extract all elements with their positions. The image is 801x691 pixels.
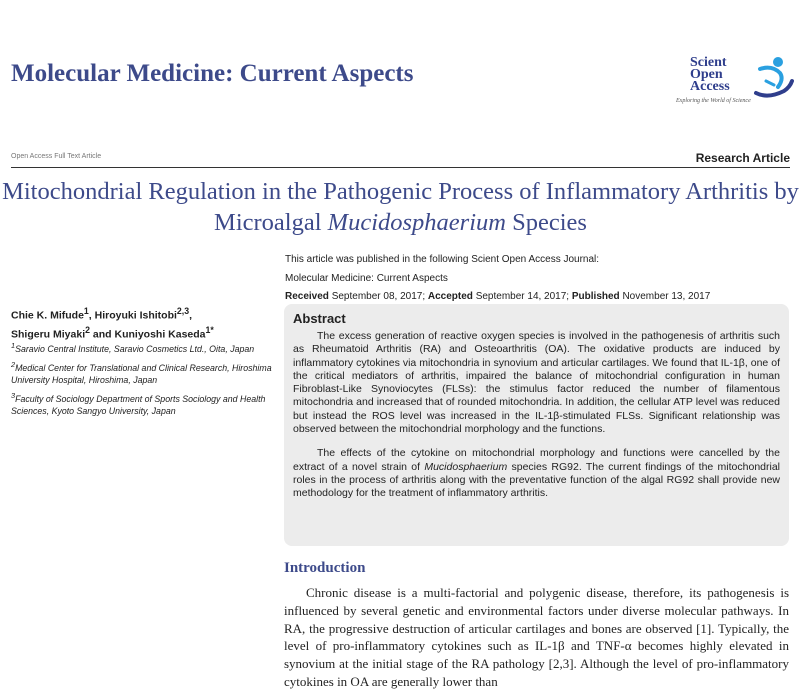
- article-title: Mitochondrial Regulation in the Pathogenic Process of Inflammatory Arthritis by Microalgal Mucidosphaerium Species: [2, 178, 799, 236]
- runner-figure-icon: [752, 55, 794, 99]
- affiliation: $^1$Saravio Central Institute, Saravio Cosmetics Ltd., Oita, Japan: [11, 341, 255, 354]
- header-divider: [11, 167, 790, 168]
- abstract-heading: Abstract: [293, 311, 346, 326]
- logo-tagline: Exploring the World of Science: [676, 98, 751, 104]
- author-list: Chie K. Mifude$^1$, Hiroyuki Ishitobi$^{2,3}$, Shigeru Miyaki$^2$ and Kuniyoshi Kaseda$^{1*}$: [11, 306, 214, 340]
- affiliation: $^3$Faculty of Sociology Department of Sports Sociology and Health Sciences, Kyoto Sangyo University, Japan: [11, 391, 266, 416]
- abstract-paragraph: The excess generation of reactive oxygen species is involved in the pathogenesis of arthritis such as Rheumatoid Arthritis (RA) and Osteoarthritis (OA). The oxidative products are induced by inflammatory cytokines via mitochondria in synovium and articular cartilages. We found that IL-1β, one of the critical mediators of arthritis, impaired the balance of mitochondrial configuration in human Fibroblast-Like Synoviocytes (FLSs): the stimulus factor reduced the number of filamentous mitochondria and increased that of rounded mitochondria. In addition, the cellular ATP level was reduced but instead the ROS level was increased in the IL-1β-stimulated FLSs. Significant relationship was observed between the mitochondrial morphology and the functions.: [293, 330, 780, 436]
- pub-info-journal[interactable]: Molecular Medicine: Current Aspects: [285, 272, 448, 284]
- introduction-heading: Introduction: [284, 560, 366, 576]
- affiliation: $^2$Medical Center for Translational and Clinical Research, Hiroshima University Hospital, Hiroshima, Japan: [11, 360, 272, 385]
- logo-text: Scient Open Access: [690, 55, 730, 94]
- affiliations: [11, 340, 273, 421]
- abstract-box: [284, 304, 789, 546]
- introduction-text: Chronic disease is a multi-factorial and polygenic disease, therefore, its pathogenesis is influenced by several genetic and environmental factors under diverse molecular pathways. In RA, the progressive destruction of articular cartilages and bones are observed [1]. Typically, the level of pro-inflammatory cytokines such as IL-1β and TNF-α becomes highly elevated in synovium at the initial stage of the RA pathology [2,3]. Although the level of pro-inflammatory cytokines in OA are generally lower than: [284, 585, 789, 689]
- publisher-logo[interactable]: [676, 55, 794, 107]
- abstract-paragraph: The effects of the cytokine on mitochondrial morphology and functions were cancelled by the extract of a novel strain of Mucidosphaerium species RG92. The current findings of the mitochondrial roles in the process of arthritis along with the preventative function of the algal RG92 shall provide new methodology for the treatment of inflammatory arthritis.: [293, 447, 780, 500]
- pub-dates: Received September 08, 2017; Accepted September 14, 2017; Published November 13, 2017: [285, 291, 711, 302]
- pub-info-line: This article was published in the following Scient Open Access Journal:: [285, 254, 600, 265]
- open-access-label: Open Access Full Text Article: [11, 153, 102, 160]
- publication-info: [285, 251, 785, 307]
- article-type: Research Article: [695, 151, 790, 165]
- journal-title: Molecular Medicine: Current Aspects: [11, 60, 414, 87]
